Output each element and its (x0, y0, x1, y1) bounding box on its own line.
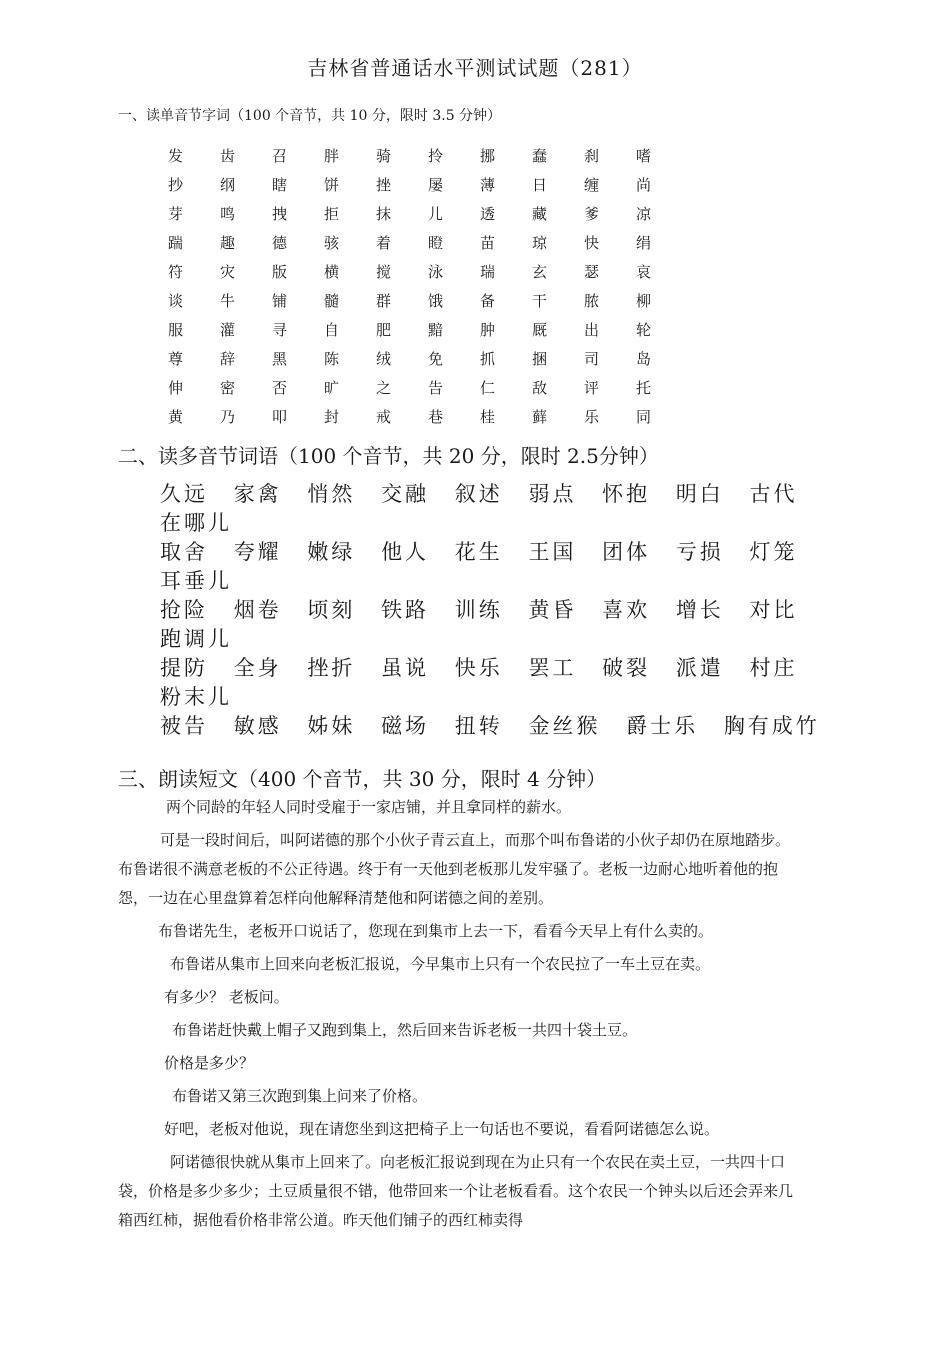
char-cell: 透 (480, 205, 496, 223)
char-cell: 纲 (220, 176, 236, 194)
monosyllable-grid (168, 144, 688, 434)
word-item: 对比 (749, 598, 798, 622)
char-cell: 桂 (480, 408, 496, 426)
passage-paragraph: 布鲁诺先生，老板开口说话了，您现在到集市上去一下，看看今天早上有什么卖的。 (158, 922, 714, 940)
char-cell: 出 (584, 321, 600, 339)
word-item: 悄然 (307, 482, 356, 506)
word-item: 破裂 (602, 656, 651, 680)
char-cell: 陈 (324, 350, 340, 368)
char-cell: 版 (272, 263, 288, 281)
word-item: 怀抱 (602, 482, 651, 506)
char-cell: 肿 (480, 321, 496, 339)
char-cell: 趣 (220, 234, 236, 252)
word-row (160, 654, 840, 712)
char-row (168, 260, 688, 289)
word-item: 灯笼 (749, 540, 798, 564)
char-cell: 戒 (376, 408, 392, 426)
word-item: 明白 (675, 482, 724, 506)
char-cell: 符 (168, 263, 184, 281)
char-cell: 瞎 (272, 176, 288, 194)
word-item: 古代 (749, 482, 798, 506)
char-cell: 凉 (636, 205, 652, 223)
passage-paragraph: 好吧，老板对他说，现在请您坐到这把椅子上一句话也不要说，看看阿诺德怎么说。 (164, 1120, 720, 1138)
char-cell: 瑞 (480, 263, 496, 281)
word-item: 嫩绿 (307, 540, 356, 564)
word-row (160, 480, 840, 538)
passage-paragraph: 价格是多少？ (164, 1054, 255, 1072)
char-cell: 干 (532, 292, 548, 310)
char-cell: 黄 (168, 408, 184, 426)
char-cell: 旷 (324, 379, 340, 397)
multisyllable-word-list (160, 480, 840, 741)
word-item: 亏损 (675, 540, 724, 564)
word-item: 喜欢 (602, 598, 651, 622)
char-row (168, 231, 688, 260)
char-cell: 脓 (584, 292, 600, 310)
char-cell: 同 (636, 408, 652, 426)
char-cell: 踹 (168, 234, 184, 252)
char-cell: 嗜 (636, 147, 652, 165)
char-cell: 谈 (168, 292, 184, 310)
char-cell: 瞪 (428, 234, 444, 252)
word-item: 交融 (381, 482, 430, 506)
char-cell: 玄 (532, 263, 548, 281)
word-item: 被告 (160, 714, 208, 738)
word-item: 虽说 (381, 656, 430, 680)
char-cell: 否 (272, 379, 288, 397)
char-row (168, 202, 688, 231)
char-cell: 儿 (428, 205, 444, 223)
word-item: 叙述 (454, 482, 503, 506)
char-cell: 发 (168, 147, 184, 165)
char-cell: 骇 (324, 234, 340, 252)
char-cell: 柳 (636, 292, 652, 310)
word-item: 罢工 (528, 656, 577, 680)
char-cell: 服 (168, 321, 184, 339)
char-cell: 召 (272, 147, 288, 165)
word-item: 扭转 (454, 714, 503, 738)
char-cell: 藓 (532, 408, 548, 426)
char-cell: 绢 (636, 234, 652, 252)
char-cell: 封 (324, 408, 340, 426)
char-row (168, 347, 688, 376)
word-row (160, 538, 840, 596)
section1-heading: 一、读单音节字词（100 个音节，共 10 分，限时 3.5 分钟） (118, 108, 502, 124)
char-cell: 拒 (324, 205, 340, 223)
word-item: 王国 (528, 540, 577, 564)
char-row (168, 144, 688, 173)
word-item: 磁场 (381, 714, 430, 738)
word-item: 他人 (381, 540, 430, 564)
reading-passage (118, 793, 798, 1239)
char-cell: 爹 (584, 205, 600, 223)
page-title: 吉林省普通话水平测试试题（281） (307, 56, 643, 80)
word-item: 烟卷 (233, 598, 282, 622)
char-cell: 藏 (532, 205, 548, 223)
section2-heading: 二、读多音节词语（100 个音节，共 20 分，限时 2.5分钟） (118, 444, 659, 468)
char-cell: 蠢 (532, 147, 548, 165)
char-cell: 辞 (220, 350, 236, 368)
char-cell: 屡 (428, 176, 444, 194)
char-cell: 乐 (584, 408, 600, 426)
char-cell: 自 (324, 321, 340, 339)
char-cell: 骑 (376, 147, 392, 165)
char-cell: 之 (376, 379, 392, 397)
char-cell: 牛 (220, 292, 236, 310)
word-item: 久远 (160, 482, 208, 506)
passage-paragraph: 阿诺德很快就从集市上回来了。向老板汇报说到现在为止只有一个农民在卖土豆，一共四十口袋，价格是多少多少；土豆质量很不错，他带回来一个让老板看看。这个农民一个钟头以后还会弄来几箱西红柿，据他看价格非常公道。昨天他们铺子的西红柿卖得 (118, 1153, 794, 1229)
char-cell: 评 (584, 379, 600, 397)
char-cell: 饼 (324, 176, 340, 194)
word-item: 跑调儿 (160, 627, 232, 651)
passage-paragraph: 有多少？ 老板问。 (164, 988, 289, 1006)
char-cell: 备 (480, 292, 496, 310)
word-item: 粉末儿 (160, 685, 232, 709)
word-item: 家禽 (233, 482, 282, 506)
char-cell: 横 (324, 263, 340, 281)
word-item: 训练 (454, 598, 503, 622)
char-cell: 黯 (428, 321, 444, 339)
passage-paragraph: 布鲁诺赶快戴上帽子又跑到集上，然后回来告诉老板一共四十袋土豆。 (172, 1021, 638, 1039)
word-item: 姊妹 (307, 714, 356, 738)
char-row (168, 405, 688, 434)
word-row (160, 712, 840, 741)
char-cell: 哀 (636, 263, 652, 281)
word-row (160, 596, 840, 654)
word-item: 抢险 (160, 598, 208, 622)
word-item: 全身 (233, 656, 282, 680)
char-cell: 捆 (532, 350, 548, 368)
char-row (168, 376, 688, 405)
word-item: 胸有成竹 (723, 714, 820, 738)
passage-paragraph: 两个同龄的年轻人同时受雇于一家店铺，并且拿同样的薪水。 (166, 798, 572, 816)
char-cell: 薄 (480, 176, 496, 194)
char-cell: 挪 (480, 147, 496, 165)
char-cell: 琼 (532, 234, 548, 252)
char-cell: 饿 (428, 292, 444, 310)
char-cell: 瑟 (584, 263, 600, 281)
char-cell: 缠 (584, 176, 600, 194)
char-cell: 伸 (168, 379, 184, 397)
word-item: 耳垂儿 (160, 569, 232, 593)
char-cell: 绒 (376, 350, 392, 368)
passage-paragraph: 布鲁诺又第三次跑到集上问来了价格。 (172, 1087, 428, 1105)
char-cell: 尊 (168, 350, 184, 368)
char-cell: 快 (584, 234, 600, 252)
word-item: 团体 (602, 540, 651, 564)
char-cell: 苗 (480, 234, 496, 252)
char-row (168, 318, 688, 347)
char-cell: 尚 (636, 176, 652, 194)
char-cell: 厩 (532, 321, 548, 339)
word-item: 增长 (675, 598, 724, 622)
char-cell: 刹 (584, 147, 600, 165)
word-item: 快乐 (454, 656, 503, 680)
char-cell: 抓 (480, 350, 496, 368)
char-cell: 拽 (272, 205, 288, 223)
char-cell: 胖 (324, 147, 340, 165)
word-item: 夸耀 (233, 540, 282, 564)
word-item: 爵士乐 (626, 714, 699, 738)
char-cell: 肥 (376, 321, 392, 339)
char-cell: 巷 (428, 408, 444, 426)
word-item: 在哪儿 (160, 511, 232, 535)
char-cell: 齿 (220, 147, 236, 165)
passage-paragraph: 可是一段时间后，叫阿诺德的那个小伙子青云直上，而那个叫布鲁诺的小伙子却仍在原地踏步。布鲁诺很不满意老板的不公正待遇。终于有一天他到老板那儿发牢骚了。老板一边耐心地听着他的抱怨，一边在心里盘算着怎样向他解释清楚他和阿诺德之间的差别。 (118, 831, 791, 907)
char-cell: 寻 (272, 321, 288, 339)
char-cell: 轮 (636, 321, 652, 339)
word-item: 铁路 (381, 598, 430, 622)
char-cell: 芽 (168, 205, 184, 223)
char-cell: 岛 (636, 350, 652, 368)
word-item: 顷刻 (307, 598, 356, 622)
word-item: 取舍 (160, 540, 208, 564)
char-cell: 告 (428, 379, 444, 397)
char-row (168, 289, 688, 318)
char-cell: 仁 (480, 379, 496, 397)
word-item: 敏感 (233, 714, 282, 738)
char-cell: 日 (532, 176, 548, 194)
char-cell: 挫 (376, 176, 392, 194)
char-cell: 抄 (168, 176, 184, 194)
char-cell: 乃 (220, 408, 236, 426)
char-cell: 髓 (324, 292, 340, 310)
char-cell: 灌 (220, 321, 236, 339)
passage-paragraph: 布鲁诺从集市上回来向老板汇报说，今早集市上只有一个农民拉了一车土豆在卖。 (170, 955, 711, 973)
char-row (168, 173, 688, 202)
char-cell: 敌 (532, 379, 548, 397)
word-item: 挫折 (307, 656, 356, 680)
char-cell: 着 (376, 234, 392, 252)
word-item: 提防 (160, 656, 208, 680)
char-cell: 德 (272, 234, 288, 252)
word-item: 花生 (454, 540, 503, 564)
char-cell: 灾 (220, 263, 236, 281)
char-cell: 司 (584, 350, 600, 368)
char-cell: 铺 (272, 292, 288, 310)
word-item: 弱点 (528, 482, 577, 506)
word-item: 村庄 (749, 656, 798, 680)
char-cell: 免 (428, 350, 444, 368)
char-cell: 抹 (376, 205, 392, 223)
char-cell: 鸣 (220, 205, 236, 223)
char-cell: 群 (376, 292, 392, 310)
section3-heading: 三、朗读短文（400 个音节，共 30 分，限时 4 分钟） (118, 767, 607, 791)
char-cell: 拎 (428, 147, 444, 165)
char-cell: 黑 (272, 350, 288, 368)
char-cell: 托 (636, 379, 652, 397)
char-cell: 叩 (272, 408, 288, 426)
char-cell: 密 (220, 379, 236, 397)
char-cell: 搅 (376, 263, 392, 281)
word-item: 黄昏 (528, 598, 577, 622)
word-item: 派遣 (675, 656, 724, 680)
char-cell: 泳 (428, 263, 444, 281)
word-item: 金丝猴 (528, 714, 601, 738)
